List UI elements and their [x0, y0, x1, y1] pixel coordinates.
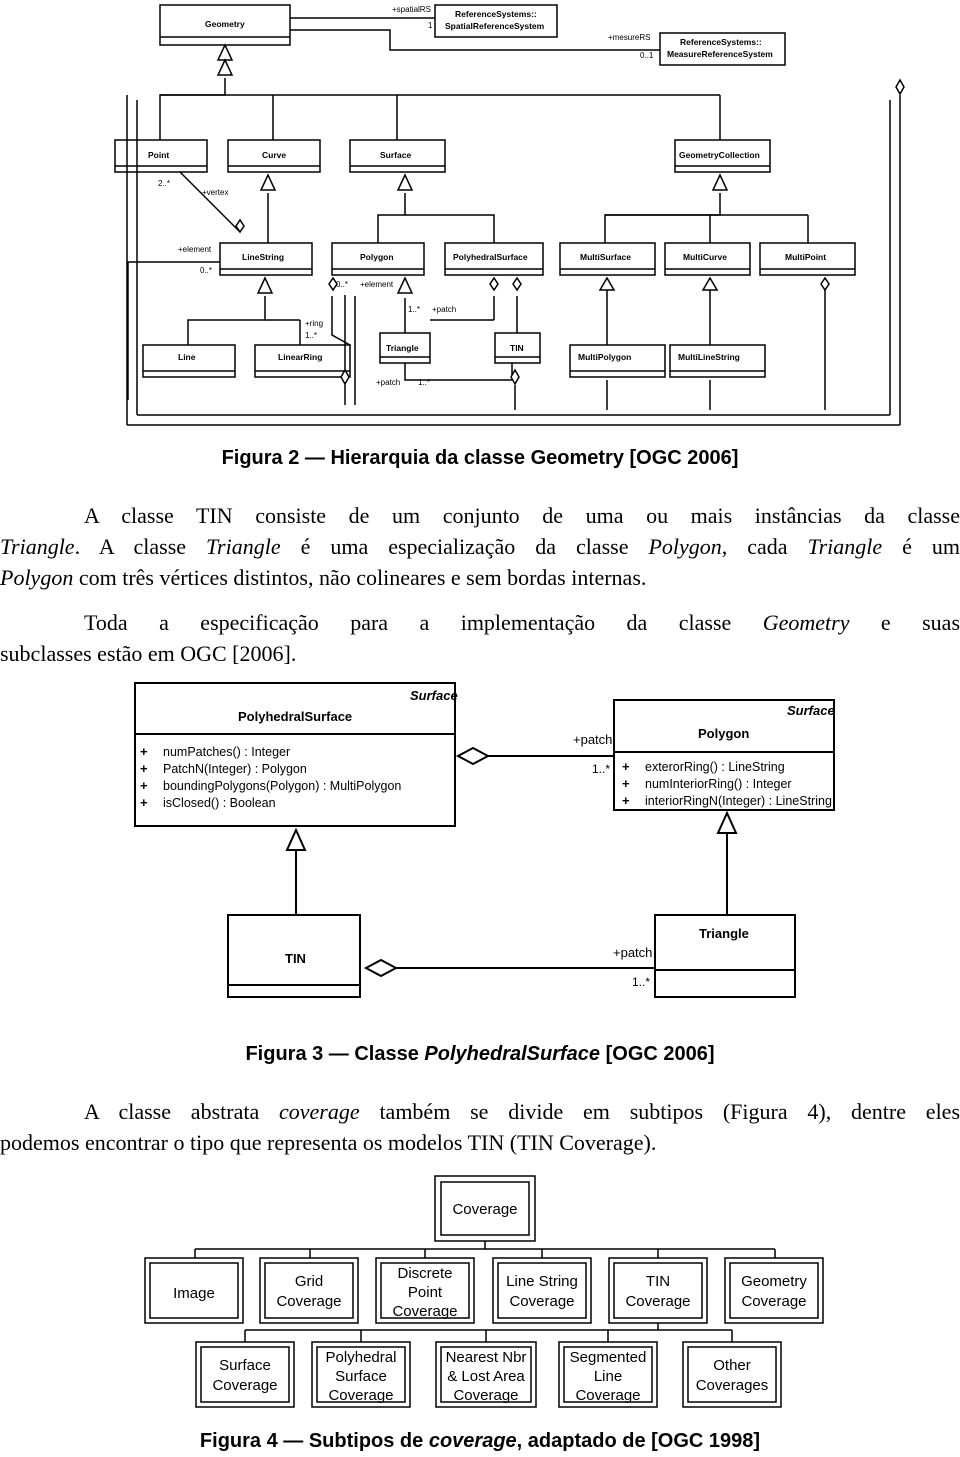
italic-term: Geometry — [762, 610, 850, 635]
op-plus: + — [140, 795, 148, 810]
role-element: +element — [178, 245, 212, 254]
paragraph-line — [0, 500, 960, 531]
class-tin: TIN — [285, 951, 306, 966]
caption-text: Figura 4 — Subtipos de — [199, 1430, 429, 1452]
node-tin: Coverage — [625, 1293, 691, 1310]
caption-text: , adaptado de [OGC 1998] — [516, 1430, 761, 1452]
class-multisurface: MultiSurface — [580, 252, 632, 262]
node-linestring: Coverage — [509, 1293, 575, 1310]
class-multicurve: MultiCurve — [683, 252, 727, 262]
polyhedral-op: isClosed() : Boolean — [163, 796, 276, 810]
class-multipoint: MultiPoint — [785, 252, 827, 262]
op-plus: + — [140, 778, 148, 793]
node-nearest: Nearest Nbr — [445, 1349, 527, 1366]
aggregation-diamond — [366, 960, 396, 976]
caption-italic: coverage — [428, 1430, 517, 1452]
polygon-op: interiorRingN(Integer) : LineString — [645, 794, 832, 808]
italic-term: coverage — [279, 1099, 360, 1124]
op-plus: + — [622, 776, 630, 791]
caption-text: [OGC 2006] — [600, 1043, 715, 1065]
italic-term: Polygon — [0, 565, 74, 590]
class-line: Line — [178, 352, 196, 362]
node-polyhedral: Surface — [335, 1368, 387, 1385]
node-coverage: Coverage — [452, 1201, 518, 1218]
node-other: Other — [713, 1357, 751, 1374]
class-multilinestring: MultiLineString — [678, 352, 740, 362]
figure-3-caption — [0, 1043, 960, 1066]
caption-text: Figura 3 — Classe — [245, 1043, 425, 1065]
italic-term: Triangle — [206, 534, 281, 559]
paragraph-line — [0, 607, 960, 638]
italic-term: Triangle — [807, 534, 883, 559]
class-triangle: Triangle — [386, 343, 419, 353]
paragraph-line: subclasses estão em OGC [2006]. — [0, 641, 297, 666]
paragraph-text: A classe TIN consiste de um conjunto de uma ou mais instâncias da classe — [84, 503, 960, 528]
node-polyhedral: Polyhedral — [325, 1349, 397, 1366]
node-discrete: Point — [407, 1284, 443, 1301]
caption-italic: PolyhedralSurface — [424, 1043, 601, 1065]
class-linearring: LinearRing — [278, 352, 323, 362]
figure-2-caption: Figura 2 — Hierarquia da classe Geometry [OGC 2006] — [221, 447, 739, 469]
class-spatial-rs-2: SpatialReferenceSystem — [445, 21, 545, 31]
node-surface: Surface — [219, 1357, 271, 1374]
polygon-op: numInteriorRing() : Integer — [645, 777, 792, 791]
op-plus: + — [622, 793, 630, 808]
class-multipolygon: MultiPolygon — [578, 352, 632, 362]
node-image: Image — [173, 1285, 215, 1302]
node-linestring: Line String — [506, 1273, 578, 1290]
node-tin: TIN — [645, 1273, 671, 1290]
mult-one-many-2: 1..* — [408, 305, 421, 314]
node-discrete: Coverage — [392, 1303, 458, 1320]
node-geometry: Geometry — [741, 1273, 807, 1290]
op-plus: + — [140, 761, 148, 776]
inherit-arrow — [718, 813, 736, 833]
node-segmented: Segmented — [569, 1349, 647, 1366]
polyhedral-op: PatchN(Integer) : Polygon — [163, 762, 307, 776]
role-patch: +patch — [613, 945, 653, 960]
mult-zero-many: 0..* — [200, 266, 213, 275]
node-geometry: Coverage — [741, 1293, 807, 1310]
figure-3-polyhedral-surface — [0, 680, 960, 1025]
role-patch: +patch — [432, 305, 457, 314]
node-discrete: Discrete — [397, 1265, 453, 1282]
figure-4-coverage-subtypes — [0, 1170, 960, 1410]
class-point: Point — [148, 150, 170, 160]
mult-zero-one: 0..1 — [640, 51, 654, 60]
figure-2-class-hierarchy — [0, 0, 960, 440]
paragraph-line — [0, 1096, 960, 1127]
italic-term: Polygon — [648, 534, 722, 559]
node-polyhedral: Coverage — [328, 1387, 394, 1404]
paragraph-text: Toda a especificação para a implementação da classe — [84, 610, 763, 635]
role-patch-2: +patch — [376, 378, 401, 387]
class-measure-rs-1: ReferenceSystems:: — [680, 37, 762, 47]
polygon-stereotype: Surface — [787, 703, 835, 718]
aggregation-diamond — [458, 748, 488, 764]
mult-one-many: 1..* — [632, 975, 651, 989]
mult-one-many: 1..* — [305, 331, 318, 340]
italic-term: Triangle — [0, 534, 75, 559]
mult-one-many: 1..* — [592, 762, 611, 776]
class-linestring: LineString — [242, 252, 285, 262]
polyhedral-stereotype: Surface — [410, 688, 458, 703]
op-plus: + — [622, 759, 630, 774]
paragraph-text: e suas — [849, 610, 960, 635]
op-plus: + — [140, 744, 148, 759]
paragraph-specification — [0, 607, 960, 669]
mult-one: 1 — [428, 21, 433, 30]
paragraph-text: , cada — [721, 534, 808, 559]
paragraph-coverage — [0, 1096, 960, 1158]
node-nearest: & Lost Area — [447, 1368, 525, 1385]
paragraph-text: também se divide em subtipos (Figura 4), dentre eles — [359, 1099, 960, 1124]
inherit-arrow — [287, 830, 305, 850]
paragraph-text: com três vértices distintos, não colineares e sem bordas internas. — [73, 565, 647, 590]
inherit-arrow — [218, 45, 232, 60]
polyhedral-op: numPatches() : Integer — [163, 745, 291, 759]
class-tin: TIN — [510, 343, 524, 353]
role-ring: +ring — [305, 319, 324, 328]
class-spatial-rs-1: ReferenceSystems:: — [455, 9, 537, 19]
role-vertex: +vertex — [202, 188, 229, 197]
class-polygon: Polygon — [360, 252, 394, 262]
role-spatialrs: +spatialRS — [392, 5, 431, 14]
role-patch: +patch — [573, 732, 613, 747]
node-grid: Grid — [294, 1273, 324, 1290]
mult-zero-many-2: 0..* — [336, 280, 349, 289]
polygon-name: Polygon — [698, 726, 750, 741]
paragraph-text: é um — [882, 534, 960, 559]
node-grid: Coverage — [276, 1293, 342, 1310]
node-other: Coverages — [695, 1377, 769, 1394]
paragraph-line: podemos encontrar o tipo que representa os modelos TIN (TIN Coverage). — [0, 1130, 657, 1155]
class-triangle: Triangle — [699, 926, 749, 941]
paragraph-tin — [0, 500, 960, 593]
class-geometry: Geometry — [205, 19, 245, 29]
role-mesurers: +mesureRS — [608, 33, 651, 42]
role-element-2: +element — [360, 280, 394, 289]
node-nearest: Coverage — [453, 1387, 519, 1404]
class-polyhedral-surface: PolyhedralSurface — [453, 252, 528, 262]
figure-4-caption — [0, 1430, 960, 1453]
class-geometry-collection: GeometryCollection — [679, 150, 760, 160]
polyhedral-op: boundingPolygons(Polygon) : MultiPolygon — [163, 779, 402, 793]
node-surface: Coverage — [212, 1377, 278, 1394]
paragraph-line — [0, 531, 960, 562]
polyhedral-name: PolyhedralSurface — [238, 709, 353, 724]
class-curve: Curve — [262, 150, 287, 160]
paragraph-line — [0, 562, 960, 593]
polygon-op: exterorRing() : LineString — [645, 760, 785, 774]
class-surface: Surface — [380, 150, 412, 160]
node-segmented: Coverage — [575, 1387, 641, 1404]
paragraph-text: A classe abstrata — [84, 1099, 280, 1124]
class-measure-rs-2: MeasureReferenceSystem — [667, 49, 773, 59]
paragraph-text: é uma especialização da classe — [280, 534, 649, 559]
node-segmented: Line — [593, 1368, 623, 1385]
mult-two-many: 2..* — [158, 179, 171, 188]
paragraph-text: . A classe — [74, 534, 207, 559]
mult-one-many-3: 1..* — [418, 378, 431, 387]
